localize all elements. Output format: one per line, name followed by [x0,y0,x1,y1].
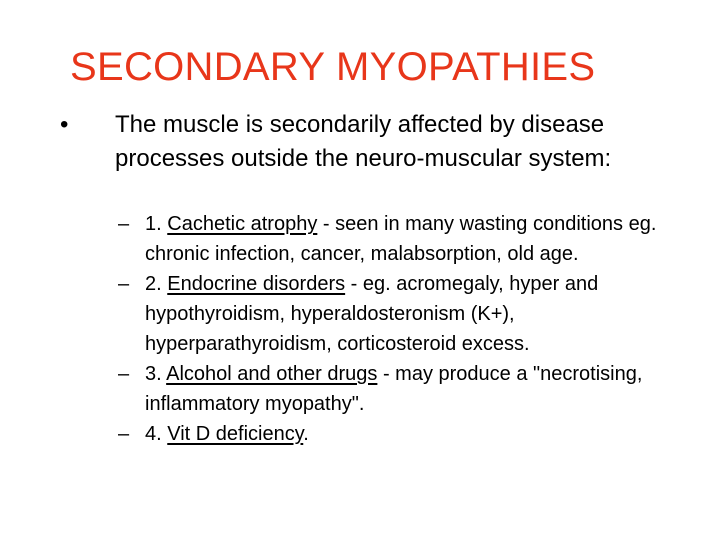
dash-marker: – [118,273,130,295]
item-number: 3. [145,363,167,385]
sub-bullet-item [118,359,658,419]
item-term: Endocrine disorders [167,273,346,295]
item-description: - may produce a "necrotising, inflammatory myopathy". [145,363,643,415]
item-term: Vit D deficiency [167,423,304,445]
sub-bullet-item [118,269,658,359]
item-description: . [303,423,309,445]
item-description: - seen in many wasting conditions eg. chronic infection, cancer, malabsorption, old age. [145,213,657,265]
item-description: - eg. acromegaly, hyper and hypothyroidism, hyperaldosteronism (K+), hyperparathyroidism, corticosteroid excess. [145,273,599,355]
item-number: 1. [145,213,168,235]
sub-bullet-list [118,209,658,449]
item-number: 2. [145,273,168,295]
sub-bullet-item [118,419,658,449]
dash-marker: – [118,213,130,235]
sub-bullet-item [118,209,658,269]
slide-title: SECONDARY MYOPATHIES [70,45,596,89]
bullet-marker: • [60,111,69,138]
item-term: Cachetic atrophy [167,213,318,235]
dash-marker: – [118,363,130,385]
item-number: 4. [145,423,168,445]
item-term: Alcohol and other drugs [166,363,378,385]
dash-marker: – [118,423,130,445]
bullet-text: The muscle is secondarily affected by disease processes outside the neuro-muscular system: [115,111,612,172]
